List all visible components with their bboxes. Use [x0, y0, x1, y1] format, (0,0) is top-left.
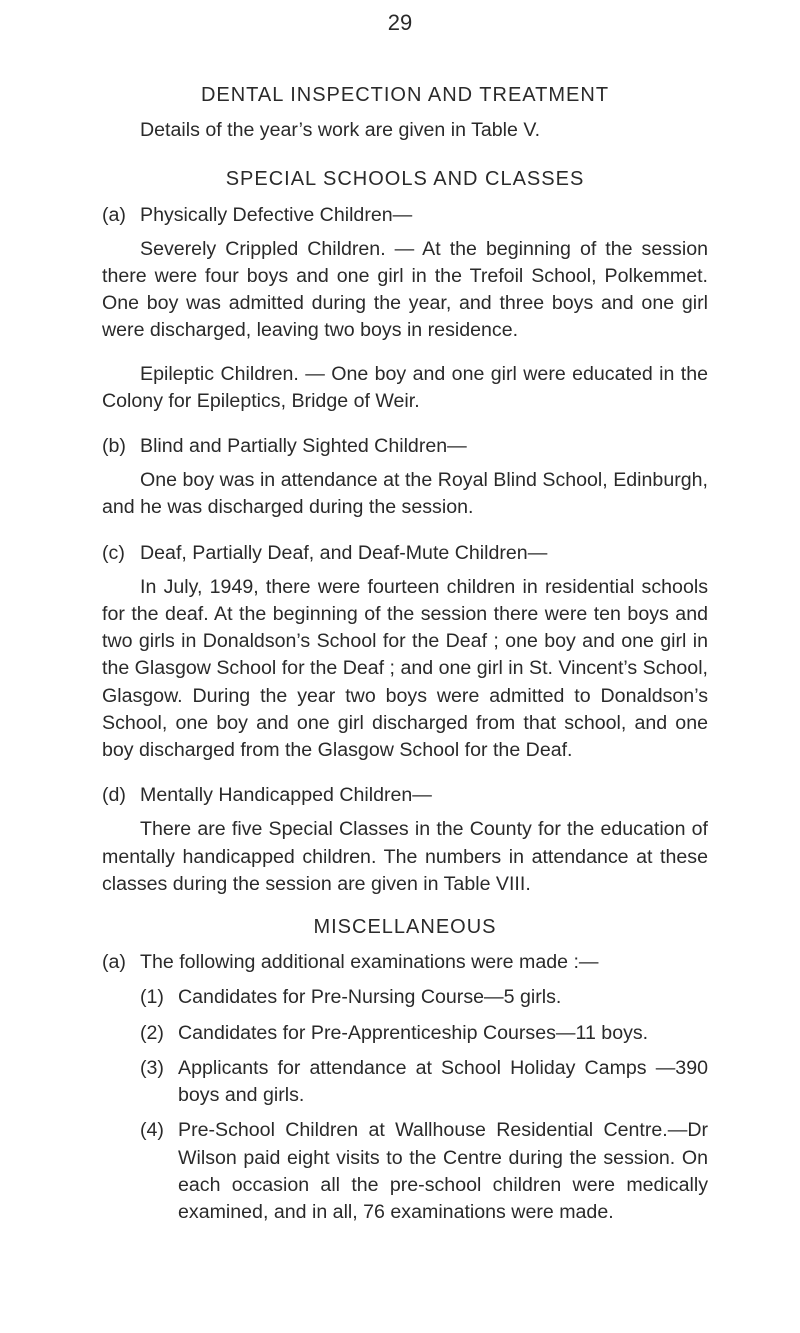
subsection-d-label: (d): [102, 784, 126, 807]
list-item-text: Candidates for Pre-Nursing Course—5 girls.: [178, 986, 562, 1009]
page-number: 29: [387, 10, 413, 35]
epileptic-children-paragraph: Epileptic Children. — One boy and one girl were educated in the Colony for Epileptics, Bridge of Weir.: [102, 362, 708, 412]
heading-dental: DENTAL INSPECTION AND TREATMENT: [200, 84, 610, 106]
subsection-d-title: Mentally Handicapped Children—: [140, 784, 432, 807]
subsection-b-label: (b): [102, 435, 126, 458]
subsection-c-title: Deaf, Partially Deaf, and Deaf-Mute Children—: [140, 541, 548, 564]
deaf-children-paragraph: In July, 1949, there were fourteen children in residential schools for the deaf. At the beginning of the session there were ten boys and two girls in Donaldson’s School for the Deaf ; one boy and one girl in the Glasgow School for the Deaf ; and one girl in St. Vincent’s School, Glasgow. During the year two boys were admitted to Donaldson’s School, one boy and one girl discharged from that school, and one boy discharged from the Glasgow School for the Deaf.: [102, 575, 708, 762]
subsection-b-title: Blind and Partially Sighted Children—: [140, 435, 467, 458]
subsection-a-label: (a): [102, 203, 126, 226]
list-item-number: (4): [140, 1119, 164, 1142]
list-item-number: (2): [140, 1021, 164, 1044]
dental-text: Details of the year’s work are given in Table V.: [140, 119, 541, 142]
blind-children-paragraph: One boy was in attendance at the Royal Blind School, Edinburgh, and he was discharged during the session.: [102, 469, 708, 519]
crippled-children-paragraph: Severely Crippled Children. — At the beginning of the session there were four boys and one girl in the Trefoil School, Polkemmet. One boy was admitted during the year, and three boys and one girl were discharged, leaving two boys in residence.: [102, 237, 708, 342]
subsection-a-title: Physically Defective Children—: [140, 203, 413, 226]
heading-miscellaneous: MISCELLANEOUS: [313, 916, 497, 939]
subsection-d-heading: [102, 782, 708, 809]
list-item-number: (1): [140, 986, 164, 1009]
subsection-b-heading: [102, 433, 708, 460]
examinations-list: [102, 984, 708, 1226]
list-item: [140, 1117, 708, 1226]
misc-a-heading: [102, 949, 708, 976]
misc-a-label: (a): [102, 951, 126, 974]
subsection-c-heading: [102, 540, 708, 567]
list-item-number: (3): [140, 1056, 164, 1079]
subsection-a-heading: [102, 202, 708, 229]
list-item-text: Candidates for Pre-Apprenticeship Courses—11 boys.: [178, 1021, 649, 1044]
mentally-handicapped-paragraph: There are five Special Classes in the County for the education of mentally handicapped children. The numbers in attendance at these classes during the session are given in Table VIII.: [102, 818, 708, 895]
misc-a-title: The following additional examinations were made :—: [140, 951, 599, 974]
list-item: [140, 984, 708, 1011]
page-body: [102, 82, 708, 1234]
list-item: [140, 1055, 708, 1109]
heading-special-schools: SPECIAL SCHOOLS AND CLASSES: [225, 168, 585, 191]
list-item-text: Pre-School Children at Wallhouse Residential Centre.—Dr Wilson paid eight visits to the Centre during the session. On each occasion all the pre-school children were medically examined, and in all, 76 examinations were made.: [178, 1119, 708, 1223]
subsection-c-label: (c): [102, 541, 125, 564]
list-item: [140, 1020, 708, 1047]
list-item-text: Applicants for attendance at School Holiday Camps —390 boys and girls.: [178, 1056, 708, 1107]
